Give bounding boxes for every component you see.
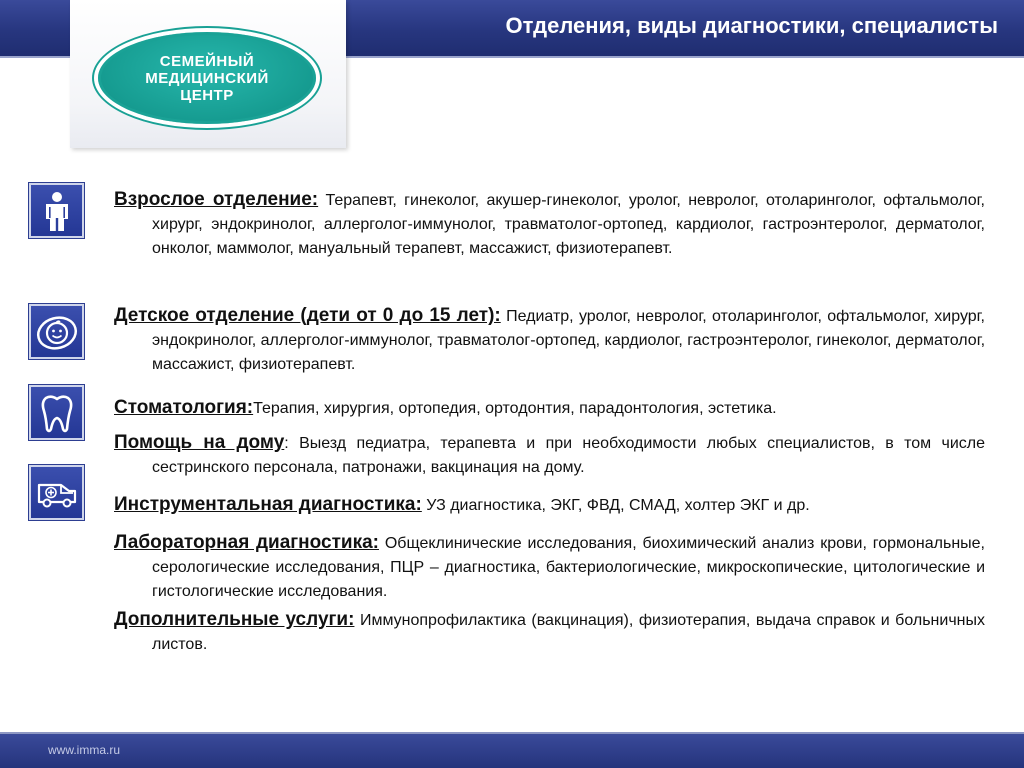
section-laboratory-diagnostics [114, 531, 985, 604]
section-adult [114, 188, 985, 261]
section-text: Педиатр, уролог, невролог, отоларинголог, офтальмолог, хирург, эндокринолог, аллерголог-иммунолог, травматолог-ортопед, кардиолог, гастроэнтеролог, гинеколог, дерматолог, массажист, физиотерапевт. [152, 308, 986, 373]
slide-title: Отделения, виды диагностики, специалисты [505, 13, 998, 38]
section-heading: Взрослое отделение: [114, 189, 319, 210]
section-text: Иммунопрофилактика (вакцинация), физиотерапия, выдача справок и больничных листов. [152, 612, 985, 653]
section-heading: Дополнительные услуги: [114, 609, 355, 630]
ambulance-icon [29, 465, 84, 520]
footer-band [0, 732, 1024, 768]
section-heading: Детское отделение (дети от 0 до 15 лет): [114, 305, 501, 326]
section-dentistry [114, 396, 777, 421]
tooth-icon [29, 385, 84, 440]
section-additional-services [114, 608, 985, 657]
logo-panel [70, 0, 346, 148]
footer-url: www.imma.ru [48, 743, 121, 757]
section-text: : Выезд педиатра, терапевта и при необходимости любых специалистов, в том числе сестринского персонала, патронажи, вакцинация на дому. [152, 435, 985, 476]
person-icon [29, 183, 84, 238]
section-text: УЗ диагностика, ЭКГ, ФВД, СМАД, холтер ЭКГ и др. [426, 497, 810, 514]
section-heading: Стоматология: [114, 397, 254, 418]
section-heading: Лабораторная диагностика: [114, 532, 379, 553]
section-children [114, 304, 985, 377]
logo [98, 32, 316, 124]
section-text: Терапия, хирургия, ортопедия, ортодонтия, парадонтология, эстетика. [253, 400, 777, 417]
baby-face-icon [29, 304, 84, 359]
section-heading: Инструментальная диагностика: [114, 494, 422, 515]
section-text: Общеклинические исследования, биохимический анализ крови, гормональные, серологические исследования, ПЦР – диагностика, бактериологические, микроскопические, цитологические и гистологические исследования. [152, 535, 986, 600]
section-instrumental-diagnostics [114, 493, 810, 518]
section-heading: Помощь на дому [114, 432, 285, 453]
logo-text: СЕМЕЙНЫЙ МЕДИЦИНСКИЙ ЦЕНТР [145, 52, 269, 104]
section-home-care [114, 431, 985, 480]
section-text: Терапевт, гинеколог, акушер-гинеколог, уролог, невролог, отоларинголог, офтальмолог, хирург, эндокринолог, аллерголог-иммунолог, травматолог-ортопед, кардиолог, гастроэнтеролог, дерматолог, онколог, маммолог, мануальный терапевт, массажист, физиотерапевт. [152, 192, 985, 257]
